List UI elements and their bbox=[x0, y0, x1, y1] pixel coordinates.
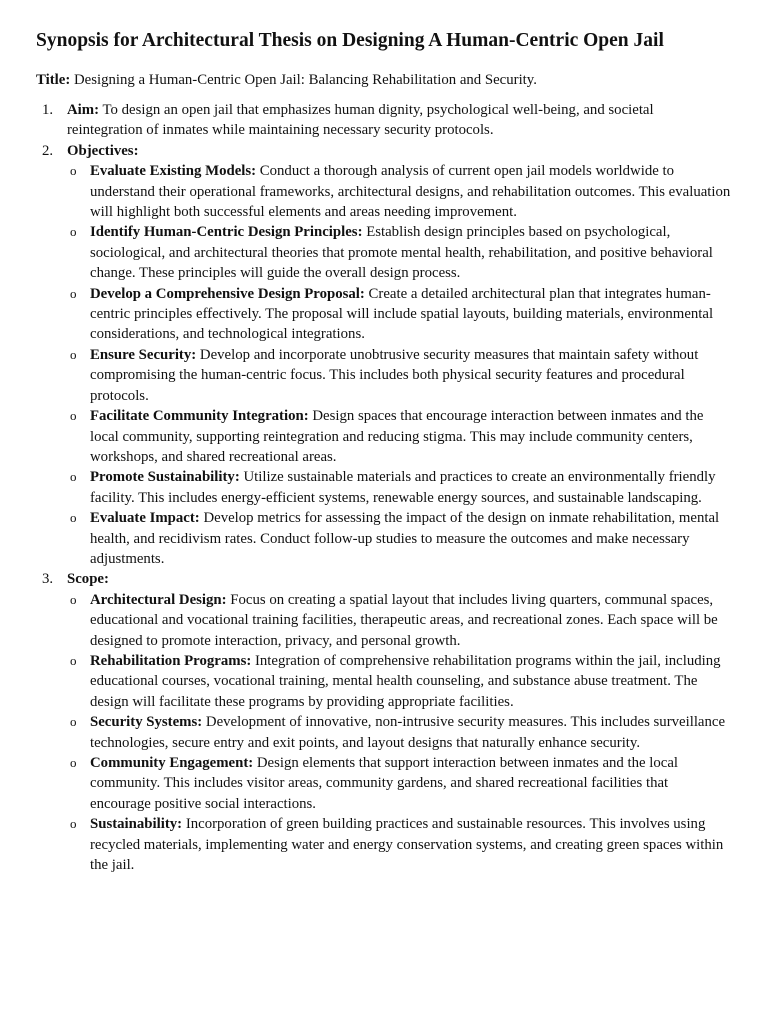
section-aim bbox=[36, 100, 732, 141]
bullet-icon: o bbox=[70, 591, 77, 607]
bullet-icon: o bbox=[70, 408, 77, 424]
document-heading: Synopsis for Architectural Thesis on Designing A Human-Centric Open Jail bbox=[36, 30, 664, 51]
item-label: Security Systems: bbox=[90, 714, 203, 731]
list-item bbox=[67, 161, 732, 222]
section-scope bbox=[36, 569, 732, 875]
item-text: Develop and incorporate unobtrusive security measures that maintain safety without compromising the human-centric focus. This includes both physical security features and procedural protocols. bbox=[90, 346, 699, 404]
section-head bbox=[67, 100, 732, 141]
section-label: Aim: bbox=[67, 102, 100, 118]
bullet-icon: o bbox=[70, 346, 77, 362]
list-item bbox=[67, 284, 732, 345]
list-item bbox=[67, 467, 732, 508]
bullet-icon: o bbox=[70, 163, 77, 179]
item-text: Create a detailed architectural plan that integrates human-centric principles effectively. The proposal will include spatial layouts, building materials, environmental considerations, and technological integrations. bbox=[90, 285, 714, 343]
item-label: Promote Sustainability: bbox=[90, 469, 240, 486]
objectives-list bbox=[67, 161, 732, 569]
title-text: Designing a Human-Centric Open Jail: Balancing Rehabilitation and Security. bbox=[73, 72, 537, 88]
item-text: Utilize sustainable materials and practices to create an environmentally friendly facility. This includes energy-efficient systems, renewable energy sources, and sustainable landscaping. bbox=[90, 469, 716, 506]
section-label: Objectives: bbox=[67, 142, 139, 159]
item-label: Rehabilitation Programs: bbox=[90, 652, 252, 669]
item-label: Evaluate Impact: bbox=[90, 510, 200, 527]
title-line bbox=[36, 70, 732, 90]
item-text: Design elements that support interaction between inmates and the local community. This includes visitor areas, community gardens, and shared recreational facilities that encourage positive social interactions. bbox=[90, 755, 679, 812]
list-item bbox=[67, 406, 732, 467]
list-item bbox=[67, 814, 732, 875]
item-text: Focus on creating a spatial layout that includes living quarters, communal spaces, educational and vocational training facilities, therapeutic areas, and recreational zones. Each space will be designed to promote interaction, privacy, and personal growth. bbox=[90, 591, 718, 649]
section-head bbox=[67, 141, 732, 161]
list-item bbox=[67, 508, 732, 569]
item-text: Conduct a thorough analysis of current open jail models worldwide to understand their operational frameworks, architectural designs, and rehabilitation outcomes. This evaluation will highlight both successful elements and areas needing improvement. bbox=[90, 163, 731, 221]
item-label: Evaluate Existing Models: bbox=[90, 163, 257, 180]
section-list bbox=[36, 100, 732, 875]
item-label: Community Engagement: bbox=[90, 755, 254, 771]
item-text: Develop metrics for assessing the impact of the design on inmate rehabilitation, mental health, and recidivism rates. Conduct follow-up studies to measure the outcomes and make necessary adjustments. bbox=[90, 510, 720, 567]
title-label: Title: bbox=[36, 72, 71, 88]
list-item bbox=[67, 712, 732, 753]
list-item bbox=[67, 651, 732, 712]
list-item bbox=[67, 222, 732, 283]
section-text: To design an open jail that emphasizes human dignity, psychological well-being, and societal reintegration of inmates while maintaining necessary security protocols. bbox=[67, 102, 654, 139]
item-label: Architectural Design: bbox=[90, 591, 227, 608]
scope-list bbox=[67, 590, 732, 876]
item-label: Develop a Comprehensive Design Proposal: bbox=[90, 285, 365, 302]
item-text: Establish design principles based on psychological, sociological, and architectural theories that promote mental health, rehabilitation, and positive behavioral change. These principles will guide the overall design process. bbox=[90, 224, 713, 282]
section-label: Scope: bbox=[67, 571, 109, 588]
item-label: Sustainability: bbox=[90, 816, 183, 833]
item-label: Identify Human-Centric Design Principles: bbox=[90, 224, 363, 241]
bullet-icon: o bbox=[70, 285, 77, 301]
section-number: 2. bbox=[42, 142, 54, 159]
list-item bbox=[67, 345, 732, 406]
bullet-icon: o bbox=[70, 469, 77, 485]
list-item bbox=[67, 753, 732, 814]
list-item bbox=[67, 590, 732, 651]
item-text: Design spaces that encourage interaction between inmates and the local community, supporting reintegration and reducing stigma. This may include community centers, workshops, and shared recreational areas. bbox=[90, 408, 704, 465]
bullet-icon: o bbox=[70, 816, 77, 832]
bullet-icon: o bbox=[70, 510, 77, 526]
item-text: Development of innovative, non-intrusive security measures. This includes surveillance technologies, secure entry and exit points, and layout designs that naturally enhance security. bbox=[90, 714, 726, 751]
bullet-icon: o bbox=[70, 652, 77, 668]
bullet-icon: o bbox=[70, 755, 77, 770]
section-objectives bbox=[36, 141, 732, 570]
section-head bbox=[67, 569, 732, 589]
item-label: Ensure Security: bbox=[90, 346, 197, 363]
bullet-icon: o bbox=[70, 224, 77, 240]
section-number: 3. bbox=[42, 571, 54, 588]
item-label: Facilitate Community Integration: bbox=[90, 408, 309, 425]
bullet-icon: o bbox=[70, 714, 77, 730]
section-number: 1. bbox=[42, 102, 54, 118]
item-text: Incorporation of green building practices and sustainable resources. This involves using recycled materials, implementing water and energy conservation systems, and creating green spaces within the jail. bbox=[90, 816, 724, 874]
item-text: Integration of comprehensive rehabilitation programs within the jail, including educational courses, vocational training, mental health counseling, and substance abuse treatment. The design will facilitate these programs by providing appropriate facilities. bbox=[90, 652, 721, 710]
